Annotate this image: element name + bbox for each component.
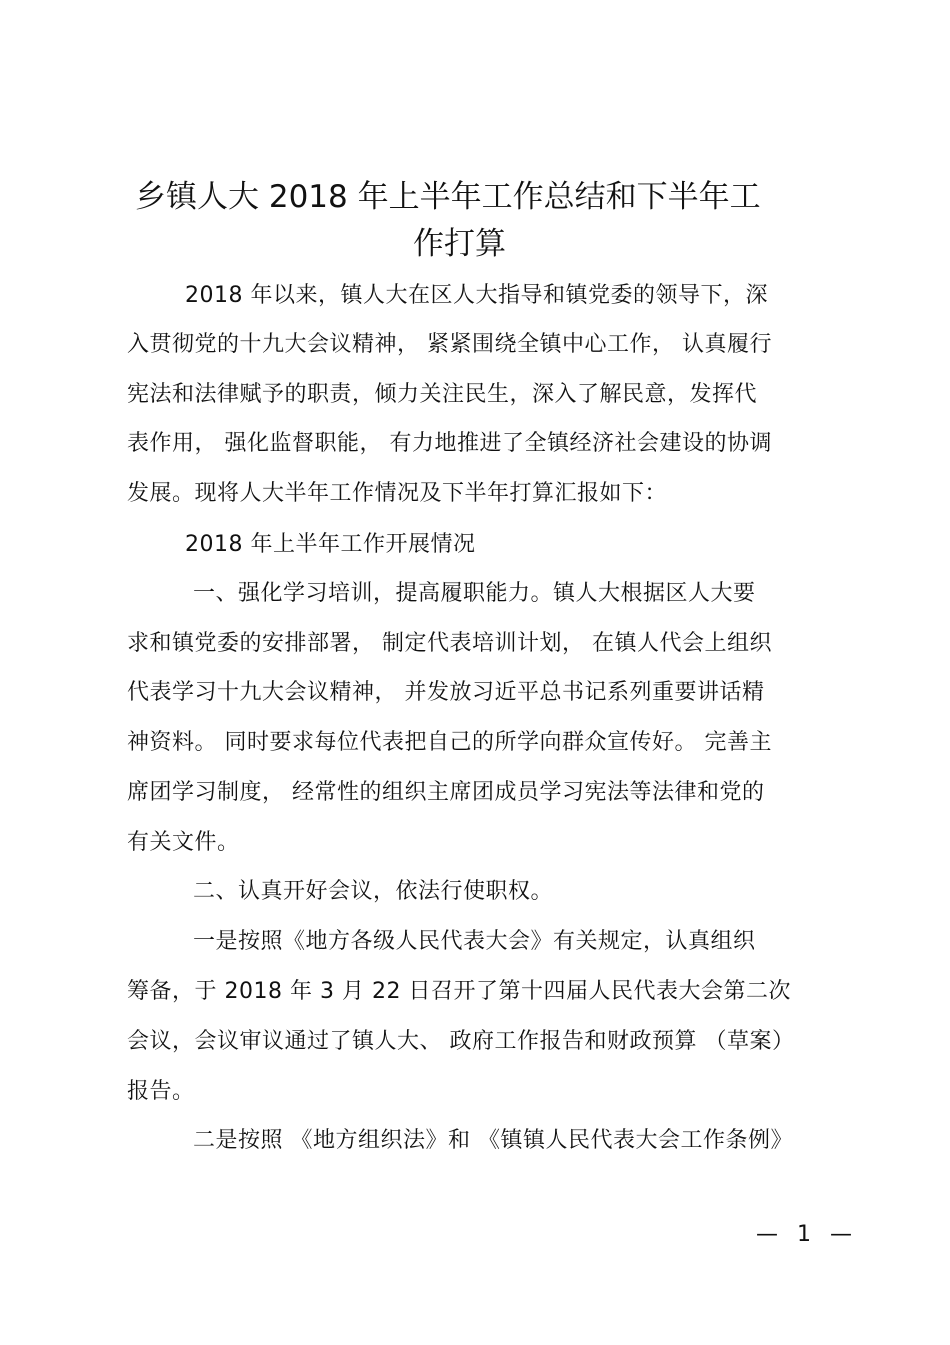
page-number: — 1 — [756,1222,858,1247]
document-title-line-2: 作打算 [413,226,506,262]
body-line-8: 求和镇党委的安排部署， 制定代表培训计划， 在镇人代会上组织 [127,631,772,656]
body-line-9: 代表学习十九大会议精神， 并发放习近平总书记系列重要讲话精 [127,680,765,705]
body-line-11: 席团学习制度， 经常性的组织主席团成员学习宪法等法律和党的 [127,780,765,805]
body-line-2: 入贯彻党的十九大会议精神， 紧紧围绕全镇中心工作， 认真履行 [127,332,772,357]
body-line-10: 神资料。 同时要求每位代表把自己的所学向群众宣传好。 完善主 [127,730,772,755]
body-line-12: 有关文件。 [127,830,240,855]
body-line-4: 表作用， 强化监督职能， 有力地推进了全镇经济社会建设的协调 [127,431,772,456]
section-heading-first-half: 2018 年上半年工作开展情况 [185,532,476,557]
body-line-7: 一、强化学习培训，提高履职能力。镇人大根据区人大要 [193,581,756,606]
body-line-16: 会议，会议审议通过了镇人大、 政府工作报告和财政预算 （草案） [127,1029,795,1054]
document-title-line-1: 乡镇人大 2018 年上半年工作总结和下半年工 [135,179,761,215]
body-line-17: 报告。 [127,1079,195,1104]
body-line-14: 一是按照《地方各级人民代表大会》有关规定，认真组织 [193,929,756,954]
body-line-3: 宪法和法律赋予的职责，倾力关注民生，深入了解民意，发挥代 [127,382,758,407]
body-line-1: 2018 年以来，镇人大在区人大指导和镇党委的领导下，深 [185,283,768,308]
body-line-18: 二是按照 《地方组织法》和 《镇镇人民代表大会工作条例》 [193,1128,793,1153]
body-line-15: 筹备，于 2018 年 3 月 22 日召开了第十四届人民代表大会第二次 [127,979,791,1004]
body-line-5: 发展。现将人大半年工作情况及下半年打算汇报如下： [127,481,668,506]
body-line-13: 二、认真开好会议，依法行使职权。 [193,879,554,904]
